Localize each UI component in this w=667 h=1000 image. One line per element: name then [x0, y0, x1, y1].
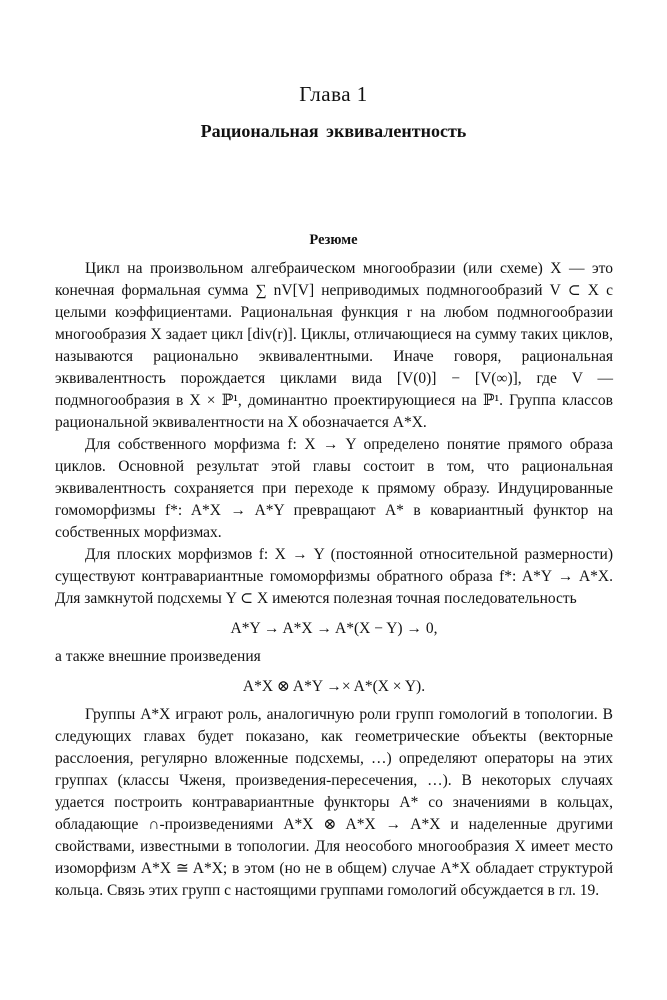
- paragraph-homology-analogy: Группы A*X играют роль, аналогичную роли групп гомологий в топологии. В следующих главах будет показано, как геометрические объекты (векторные расслоения, регулярно вложенные подсхемы, …) определяют операторы на этих группах (классы Чженя, произведения-пересечения, …). В некоторых случаях удается построить контравариантные функторы A* со значениями в кольцах, обладающие ∩-произведениями A*X ⊗ A*X → A*X и наделенные другими свойствами, известными в топологии. Для неособого многообразия X имеет место изоморфизм A*X ≅ A*X; в этом (но не в общем) случае A*X обладает структурой кольца. Связь этих групп с настоящими группами гомологий обсуждается в гл. 19.: [55, 706, 613, 899]
- paragraph-pushforward: Для собственного морфизма f: X → Y определено понятие прямого образа циклов. Основной результат этой главы состоит в том, что рациональная эквивалентность сохраняется при переходе к прямому образу. Индуцированные гомоморфизмы f*: A*X → A*Y превращают A* в ковариантный функтор на собственных морфизмах.: [55, 436, 613, 541]
- paragraph-cycles: Цикл на произвольном алгебраическом многообразии (или схеме) X — это конечная формальная сумма ∑ nV[V] неприводимых подмногообразий V ⊂ X с целыми коэффициентами. Рациональная функция r на любом подмногообразии многообразия X задает цикл [div(r)]. Циклы, отличающиеся на сумму таких циклов, называются рационально эквивалентными. Иначе говоря, рациональная эквивалентность порождается циклами вида [V(0)] − [V(∞)], где V — подмногообразия в X × ℙ¹, доминантно проектирующиеся на ℙ¹. Группа классов рациональной эквивалентности на X обозначается A*X.: [55, 260, 613, 431]
- abstract-body: [55, 258, 613, 902]
- exterior-product-formula: A*X ⊗ A*Y →× A*(X × Y).: [242, 678, 426, 695]
- abstract-heading: Резюме: [309, 232, 358, 248]
- chapter-label: Глава 1: [299, 82, 368, 106]
- chapter-title: Рациональная эквивалентность: [200, 121, 467, 141]
- exterior-products-text: а также внешние произведения: [55, 648, 261, 665]
- paragraph-flat-pullback: Для плоских морфизмов f: X → Y (постоянной относительной размерности) существуют контравариантные гомоморфизмы обратного образа f*: A*Y → A*X. Для замкнутой подсхемы Y ⊂ X имеются полезная точная последовательность: [55, 546, 613, 607]
- exact-sequence-formula: A*Y → A*X → A*(X − Y) → 0,: [230, 620, 438, 637]
